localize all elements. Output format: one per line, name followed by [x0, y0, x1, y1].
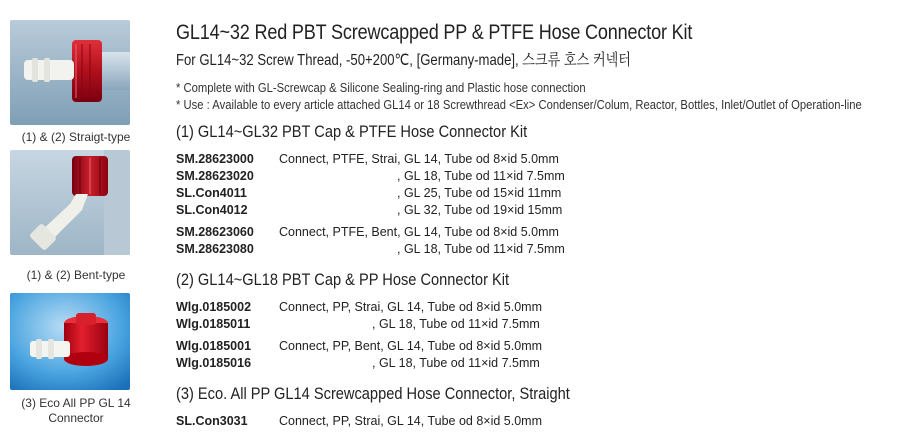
product-code: Wlg.0185001 — [176, 339, 252, 353]
product-code: SM.28623060 — [176, 225, 254, 239]
product-code: SL.Con4011 — [176, 186, 247, 200]
bent-connector-photo — [10, 150, 130, 255]
product-code: SM.28623020 — [176, 169, 254, 183]
product-desc: Connect, PTFE, Bent, GL 14, Tube od 8×id 5.0mm — [279, 225, 559, 239]
bent-connector-image — [10, 150, 130, 255]
straight-type-caption: (1) & (2) Straigt-type — [21, 130, 131, 144]
straight-connector-photo — [10, 20, 130, 125]
eco-connector-photo — [10, 293, 130, 390]
page-subtitle: For GL14~32 Screw Thread, -50+200℃, [Germany-made], 스크류 호스 커넥터 — [176, 52, 631, 69]
straight-connector-image — [10, 20, 130, 125]
product-desc: Connect, PP, Bent, GL 14, Tube od 8×id 5.0mm — [279, 339, 543, 353]
product-desc: , GL 18, Tube od 11×id 7.5mm — [372, 356, 540, 370]
section-title-ptfe-kit: (1) GL14~GL32 PBT Cap & PTFE Hose Connector Kit — [176, 122, 528, 141]
product-code: SL.Con4012 — [176, 203, 248, 217]
product-desc: , GL 18, Tube od 11×id 7.5mm — [372, 317, 540, 331]
product-code: SM.28623080 — [176, 242, 254, 256]
product-desc: , GL 18, Tube od 11×id 7.5mm — [397, 242, 565, 256]
bent-type-caption: (1) & (2) Bent-type — [26, 268, 126, 282]
product-desc: Connect, PTFE, Strai, GL 14, Tube od 8×id 5.0mm — [279, 152, 559, 166]
note-use: * Use : Available to every article attached GL14 or 18 Screwthread <Ex> Condenser/Colum, Reactor, Bottles, Inlet/Outlet of Operation-line — [176, 98, 862, 112]
product-code: SM.28623000 — [176, 152, 254, 166]
eco-caption-line1: (3) Eco All PP GL 14 — [21, 396, 131, 410]
product-code: Wlg.0185011 — [176, 317, 251, 331]
product-desc: Connect, PP, Strai, GL 14, Tube od 8×id 5.0mm — [279, 300, 543, 314]
note-complete-with: * Complete with GL-Screwcap & Silicone Sealing-ring and Plastic hose connection — [176, 81, 586, 95]
product-code: SL.Con3031 — [176, 414, 248, 428]
product-desc: Connect, PP, Strai, GL 14, Tube od 8×id 5.0mm — [279, 414, 543, 428]
section-title-pp-kit: (2) GL14~GL18 PBT Cap & PP Hose Connector Kit — [176, 270, 510, 289]
eco-connector-image — [10, 293, 130, 390]
eco-type-caption — [6, 396, 146, 426]
page-title: GL14~32 Red PBT Screwcapped PP & PTFE Hose Connector Kit — [176, 21, 693, 44]
eco-caption-line2: Connector — [48, 411, 104, 425]
product-desc: , GL 25, Tube od 15×id 11mm — [397, 186, 562, 200]
section-title-eco-connector: (3) Eco. All PP GL14 Screwcapped Hose Connector, Straight — [176, 384, 570, 403]
product-desc: , GL 18, Tube od 11×id 7.5mm — [397, 169, 565, 183]
product-code: Wlg.0185002 — [176, 300, 252, 314]
product-code: Wlg.0185016 — [176, 356, 252, 370]
product-desc: , GL 32, Tube od 19×id 15mm — [397, 203, 563, 217]
